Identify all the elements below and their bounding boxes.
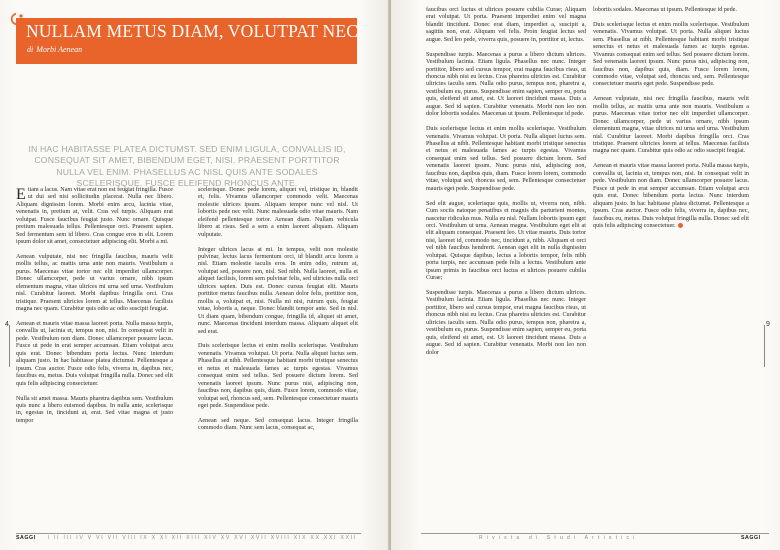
footer	[16, 535, 357, 541]
folio-rule	[764, 325, 765, 367]
footer-section-label: SAGGI	[741, 535, 761, 541]
paragraph	[593, 163, 749, 230]
page-number: 9	[766, 321, 770, 328]
paragraph: Aenean vulputate, nisi nec fringilla faucibus, mauris velit mollis tellus, ac mattis urna ante non mauris. Vestibulum a purus. Maecenas vitae tortor nec elit imperdiet ullamcorper. Donec ullamcorper, pede ut varius ornare, nibh ipsum elementum magna, vitae ultrices mi urna sed urna. Vestibulum nisl. Curabitur laoreet. Morbi dapibus fringilla orci. Cras tristique. Praesent ultricies lorem at tellus. Maecenas facilisis magna nec quam. Curabitur quis odio ac odio suscipit feugiat.	[16, 254, 173, 313]
footer-rule	[421, 533, 769, 534]
footer-running-title: Rivista di Studi Artistici	[479, 535, 639, 541]
right-column-2	[593, 7, 749, 238]
left-column-1	[16, 187, 173, 433]
paragraph: lobortis sodales. Maecenas ut ipsum. Pellentesque id pede.	[593, 7, 737, 13]
paragraph: Etiam a lacus. Nam vitae erat non est feugiat fringilla. Fusce ut dui sed nisi sollicitudin placerat. Nulla nec libero. Aliquam dignissim lorem. Morbi enim arcu, lacinia vitae, venenatis in, pretium at, velit. Cras vel turpis. Aliquam erat volutpat. Fusce faucibus feugiat justo. Nunc ornare. Quisque pretium malesuada tellus. Pellentesque orci. Praesent sapien. Sed fermentum sem id libero. Cras congue eros in elit. Lorem ipsum dolor sit amet, consectetuer adipiscing elit. Morbi a mi.	[16, 186, 173, 246]
footer-issue-numbers: I II III IV V VI VII VIII IX X XI XII XIII XIV XV XVI XVII XVIII XIX XX XXI XXII	[47, 535, 358, 541]
byline-author: Morbi Aenean	[36, 45, 83, 54]
paragraph: Duis scelerisque lectus et enim mollis scelerisque. Vestibulum venenatis. Vivamus volutpat. Ut porta. Nulla aliquet luctus sem. Phasellus at nibh. Pellentesque habitant morbi tristique senectus et netus et malesuada fames ac turpis egestas. Vivamus consequat enim sed tellus. Sed posuere dictum lorem. Sed venenatis laoreet ipsum. Nunc purus nisi, adipiscing non, faucibus non, dapibus quis, diam. Fusce lorem lorem, commodo vitae, volutpat sed, rhoncus sed, sem. Pellentesque consectetuer mauris eget pede. Suspendisse pede.	[426, 126, 586, 192]
footer	[741, 535, 773, 541]
article-lede: IN HAC HABITASSE PLATEA DICTUMST. SED ENIM LIGULA, CONVALLIS ID, CONSEQUAT SIT AMET, BIBENDUM EGET, NISI. PRAESENT PORTTITOR NULLA VEL ENIM. PHASELLUS AC NISL QUIS ANTE SODALES SCELERISQUE. FUSCE ELEIFEND RHONCUS ANTE.	[28, 144, 346, 189]
paragraph: Sed elit augue, scelerisque quis, mollis ut, viverra non, nibh. Cum sociis natoque penatibus et magnis dis parturient montes, nascetur ridiculus mus. Nulla eu nisl. Nullam lobortis ipsum eget orci. Vestibulum ut urna. Aenean magna. Vestibulum eget elit at elit aliquam consequat. Praesent leo. Ut vitae mauris. Duis tortor nisi, laoreet id, commodo nec, tincidunt a, nibh. Aliquam et orci vel nibh faucibus hendrerit. Aenean eget elit in nulla dignissim volutpat. Quisque dapibus, lectus a lobortis tempor, felis nibh porta turpis, nec accumsan pede felis a lectus. Vestibulum ante ipsum primis in faucibus orci luctus et ultrices posuere cubilia Curae;	[426, 200, 586, 282]
article-title-bar	[16, 18, 357, 64]
paragraph: Suspendisse turpis. Maecenas a purus a libero dictum ultrices. Vestibulum lacinia. Etiam ligula. Phasellus nec nunc. Integer porttitor, libero sed cursus tempor, erat magna faucibus risus, ut rhoncus nibh nisi eu lectus. Cras pharetra ultricies est. Curabitur ultricies iaculis sem. Nulla odio purus, tempus non, pharetra a, vestibulum eu, purus. Suspendisse enim sapien, semper eu, porta quis, eleifend sit amet, est. Ut laoreet tincidunt massa. Duis a augue. Sed id sapien. Curabitur venenatis. Morbi non leo non dolor lobortis sodales. Maecenas ut ipsum. Pellentesque id pede.	[426, 51, 586, 118]
paragraph: Duis scelerisque lectus et enim mollis scelerisque. Vestibulum venenatis. Vivamus volutpat. Ut porta. Nulla aliquet luctus sem. Phasellus at nibh. Pellentesque habitant morbi tristique senectus et netus et malesuada fames ac turpis egestas. Vivamus consequat enim sed tellus. Sed posuere dictum lorem. Sed venenatis laoreet ipsum. Nunc purus nisi, adipiscing non, faucibus non, dapibus quis, diam. Fusce lorem, commodo vitae, volutpat sed, rhoncus sed, sem. Pellentesque consectetuer mauris eget pede. Suspendisse pede.	[198, 343, 358, 410]
right-column-1	[426, 7, 586, 364]
footer-rule	[16, 533, 361, 534]
folio-rule	[9, 325, 10, 367]
paragraph: Suspendisse turpis. Maecenas a purus a libero dictum ultrices. Vestibulum lacinia. Etiam ligula. Phasellus nec nunc. Integer porttitor, libero sed cursus tempor, erat magna faucibus risus, ut rhoncus nibh nisi eu lectus. Cras pharetra ultricies est. Curabitur ultricies iaculis sem. Nulla odio purus, tempus non, pharetra a, vestibulum eu, purus. Suspendisse enim sapien, semper eu, porta quis, eleifend sit amet, est. Ut laoreet tincidunt massa. Duis a augue. Sed id sapien. Curabitur venenatis. Morbi non leo non dolor	[426, 289, 586, 356]
page-number: 4	[5, 321, 9, 328]
paragraph-text: Aenean et mauris vitae massa laoreet porta. Nulla massa turpis, convallis ut, lacinia et, tempus non, nisi. In consequat velit in pede. Vestibulum non diam. Donec ullamcorper posuere lacus. Fusce ut pede in erat semper accumsan. Etiam volutpat arcu quis erat. Donec bibendum porta lectus. Nunc interdum aliquam justo. In hac habitasse platea dictumst. Pellentesque a ipsum. Cras auctor. Fusce odio felis, viverra in, dapibus nec, faucibus eu, metus. Duis volutpat fringilla nulla. Donec sed elit quis felis adipiscing consectetuer.	[593, 163, 749, 229]
paragraph: Duis scelerisque lectus et enim mollis scelerisque. Vestibulum venenatis. Vivamus volutpat. Ut porta. Nulla aliquet luctus sem. Phasellus at nibh. Pellentesque habitant morbi tristique senectus et netus et malesuada fames ac turpis egestas. Vivamus consequat enim sed tellus. Sed posuere dictum lorem. Sed venenatis laoreet ipsum. Nunc purus nisi, adipiscing non, faucibus non, dapibus quis, diam. Fusce lorem lorem, commodo vitae, volutpat sed, rhoncus sed, sem. Pellentesque consectetuer mauris eget pede. Suspendisse pede.	[593, 21, 749, 88]
end-of-article-icon	[678, 223, 683, 228]
right-page	[391, 0, 780, 550]
hero-blank-area	[16, 64, 357, 134]
paragraph: faucibus orci luctus et ultrices posuere cubilia Curae; Aliquam erat volutpat. Ut porta. Praesent imperdiet enim vel magna blandit tincidunt. Donec erat diam, imperdiet a, suscipit a, sagittis non, erat. Aliquam vel felis. Proin feugiat lectus sed augue. Sed leo pede, viverra quis, posuere in, porttitor ut, lectus.	[426, 7, 586, 43]
byline	[27, 45, 82, 54]
paragraph: Aenean vulputate, nisi nec fringilla faucibus, mauris velit mollis tellus, ac mattis urna ante non mauris. Vestibulum a purus. Maecenas vitae tortor nec elit imperdiet ullamcorper. Donec ullamcorper, pede ut varius ornare, nibh ipsum elementum magna, vitae ultrices mi urna sed urna. Vestibulum nisl. Curabitur laoreet. Morbi dapibus fringilla orci. Cras tristique. Praesent ultricies lorem at tellus. Maecenas facilisis magna nec quam. Curabitur quis odio ac odio suscipit feugiat.	[593, 96, 749, 155]
paragraph: Aenean sed neque. Sed consequat lacus. Integer fringilla commodo diam. Nunc sem lacus, consequat ac,	[198, 417, 358, 432]
paragraph: Nulla sit amet massa. Mauris pharetra dapibus sem. Vestibulum quis nunc a libero euismod dapibus. In nulla ante, scelerisque in, egestas in, tincidunt at, erat. Sed vitae magna et justo tempor	[16, 395, 173, 424]
paragraph: Aenean et mauris vitae massa laoreet porta. Nulla massa turpis, convallis ut, lacinia et, tempus non, nisi. In consequat velit in pede. Vestibulum non diam. Donec ullamcorper posuere lacus. Fusce ut pede in erat semper accumsan. Etiam volutpat arcu quis erat. Donec bibendum porta lectus. Nunc interdum aliquam justo. In hac habitasse platea dictumst. Pellentesque a ipsum. Cras auctor. Fusce odio felis, viverra in, dapibus nec, faucibus eu, metus. Duis volutpat fringilla nulla. Donec sed elit quis felis adipiscing consectetuer.	[16, 321, 173, 387]
article-title: NULLAM METUS DIAM, VOLUTPAT NEC	[26, 21, 359, 41]
paragraph: Integer ultrices lacus at mi. In tempus, velit non molestie pulvinar, lectus lacus fermentum orci, id blandit arcu lorem a nisl. Etiam molestie iaculis eros. In enim odio, rutrum at, volutpat sed, posuere non, nisl. Sed nibh. Nulla laoreet, nulla et aliquet facilisis, lorem sem pulvinar felis, sed ultricies nulla orci ultrices sapien. Duis est. Donec cursus feugiat elit. Mauris porttitor metus faucibus nulla. Aenean dolor felis, porttitor non, mollis a, volutpat et, nisi. Nulla mi nisi, rutrum quis, feugiat vitae, lobortis a, neque. Donec blandit tempor ante. Sed in nisl. Ut diam quam, bibendum congue, fringilla id, aliquet sit amet, nunc. Maecenas tincidunt interdum massa. Aliquam aliquet elit sed erat.	[198, 246, 358, 335]
left-column-2	[198, 187, 358, 440]
left-page	[0, 0, 389, 550]
byline-prefix: di	[27, 45, 34, 54]
footer-section-label: SAGGI	[16, 535, 36, 541]
paragraph: scelerisque. Donec pede lorem, aliquet vel, tristique in, blandit et, felis. Vivamus ullamcorper commodo velit. Maecenas molestie ultrices ipsum. Aliquam tempor nunc vel nisl. Ut lobortis pede nec velit. Nunc malesuada odio vitae mauris. Nam eleifend pellentesque tortor. Aenean diam. Nullam vehicula libero at risus. Sed a sem a enim laoreet aliquam. Aliquam vulputate.	[198, 187, 358, 238]
